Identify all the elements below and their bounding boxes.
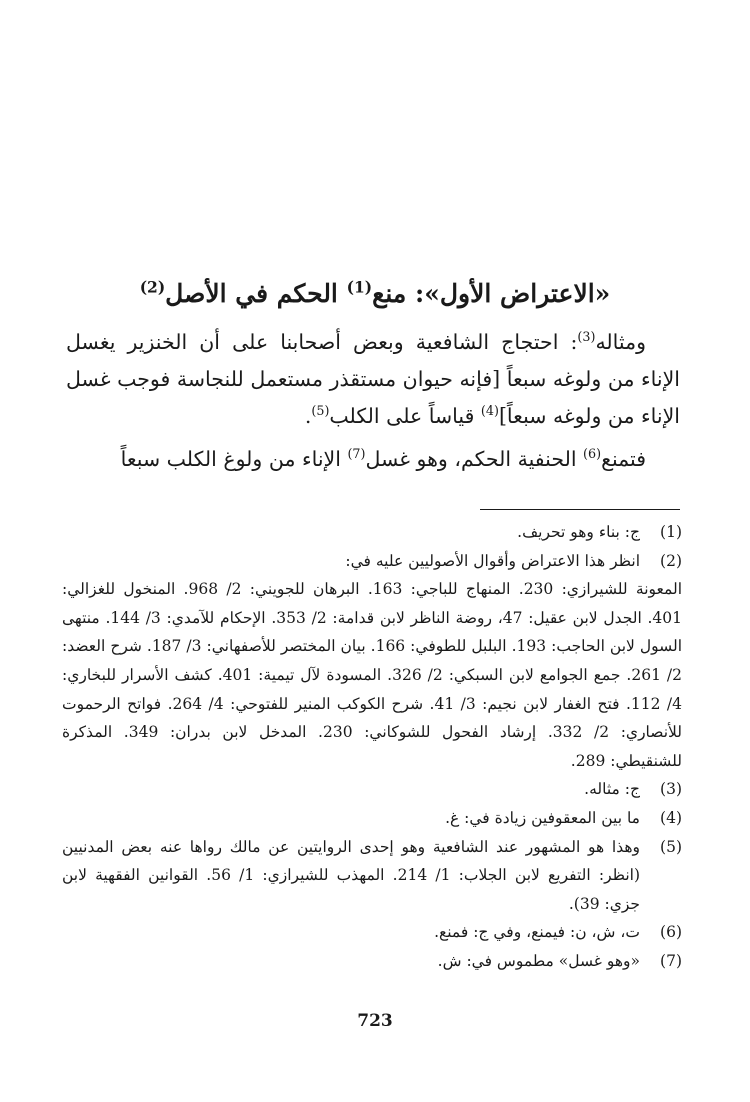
footnote-item bbox=[62, 918, 682, 947]
footnote-text: المعونة للشيرازي: 230. المنهاج للباجي: 163. البرهان للجويني: 2/ 968. المنخول للغزالي: 401. الجدل لابن عقيل: 47، روضة الناظر لابن قدامة: 2/ 353. الإحكام للآمدي: 3/ 144. منتهى السول لابن الحاجب: 193. البلبل للطوفي: 166. بيان المختصر للأصفهاني: 3/ 187. شرح العضد: 2/ 261. جمع الجوامع لابن السبكي: 2/ 326. المسودة لآل تيمية: 401. كشف الأسرار للبخاري: 4/ 112. فتح الغفار لابن نجيم: 3/ 41. شرح الكوكب المنير للفتوحي: 4/ 264. فواتح الرحموت للأنصاري: 2/ 332. إرشاد الفحول للشوكاني: 230. المدخل لابن بدران: 349. المذكرة للشنقيطي: 289. bbox=[62, 580, 683, 770]
heading-title: الاعتراض الأول bbox=[439, 279, 595, 308]
page-number: 723 bbox=[357, 1011, 393, 1031]
footnote-item bbox=[62, 804, 682, 833]
footnote-item bbox=[62, 547, 682, 576]
footnotes bbox=[62, 518, 682, 976]
footnote-text: ما بين المعقوفين زيادة في: غ. bbox=[445, 808, 640, 827]
footnote-number: (3) bbox=[660, 780, 682, 799]
footnote-ref-4: (4) bbox=[480, 403, 499, 419]
footnote-number: (4) bbox=[660, 808, 682, 827]
heading-part2: الحكم في الأصل bbox=[165, 279, 347, 308]
footnote-text: ج: بناء وهو تحريف. bbox=[517, 523, 640, 541]
heading-close-quote: » bbox=[424, 279, 440, 308]
footnote-ref-5: (5) bbox=[311, 403, 330, 419]
footnote-number: (6) bbox=[660, 923, 682, 942]
footnote-number: (2) bbox=[660, 551, 682, 570]
footnote-separator bbox=[480, 509, 680, 510]
footnote-item bbox=[62, 947, 682, 976]
footnote-number: (7) bbox=[660, 951, 682, 970]
footnote-item bbox=[62, 833, 682, 919]
footnote-ref-2: (2) bbox=[139, 277, 166, 297]
heading-part1: منع bbox=[372, 279, 407, 308]
paragraph-1: ومثاله$^{(3)}$: احتجاج الشافعية وبعض أصحابنا على أن الخنزير يغسل الإناء من ولوغه سبعاً [فإنه حيوان مستقذر مستعمل للنجاسة فوجب غسل الإناء من ولوغه سبعاً]$^{(4)}$ قياساً على الكلب$^{(5)}$. bbox=[66, 329, 680, 428]
footnote-ref-3: (3) bbox=[577, 329, 596, 345]
footnote-text: ت، ش، ن: فيمنع، وفي ج: فمنع. bbox=[434, 923, 640, 942]
heading-open-quote: « bbox=[594, 279, 611, 308]
section-heading bbox=[60, 274, 690, 314]
heading-separator: : bbox=[406, 279, 425, 308]
main-text bbox=[66, 324, 680, 478]
footnote-text: ج: مثاله. bbox=[584, 780, 640, 799]
footnote-references bbox=[62, 575, 682, 775]
footnote-number: (1) bbox=[660, 523, 682, 541]
paragraph-2: فتمنع$^{(6)}$ الحنفية الحكم، وهو غسل$^{(7)}$ الإناء من ولوغ الكلب سبعاً bbox=[120, 446, 646, 471]
footnote-text: انظر هذا الاعتراض وأقوال الأصوليين عليه في: bbox=[345, 551, 640, 570]
footnote-ref-1: (1) bbox=[346, 277, 373, 297]
footnote-text: وهذا هو المشهور عند الشافعية وهو إحدى الروايتين عن مالك رواها عنه بعض المدنيين (انظر: التفريع لابن الجلاب: 1/ 214. المهذب للشيرازي: 1/ 56. القوانين الفقهية لابن جزي: 39). bbox=[62, 837, 641, 913]
footnote-ref-7: (7) bbox=[347, 446, 366, 462]
footnote-text: «وهو غسل» مطموس في: ش. bbox=[437, 951, 640, 970]
footnote-item bbox=[62, 775, 682, 804]
footnote-ref-6: (6) bbox=[583, 446, 602, 462]
footnote-number: (5) bbox=[660, 837, 682, 856]
footnote-item bbox=[62, 518, 682, 547]
